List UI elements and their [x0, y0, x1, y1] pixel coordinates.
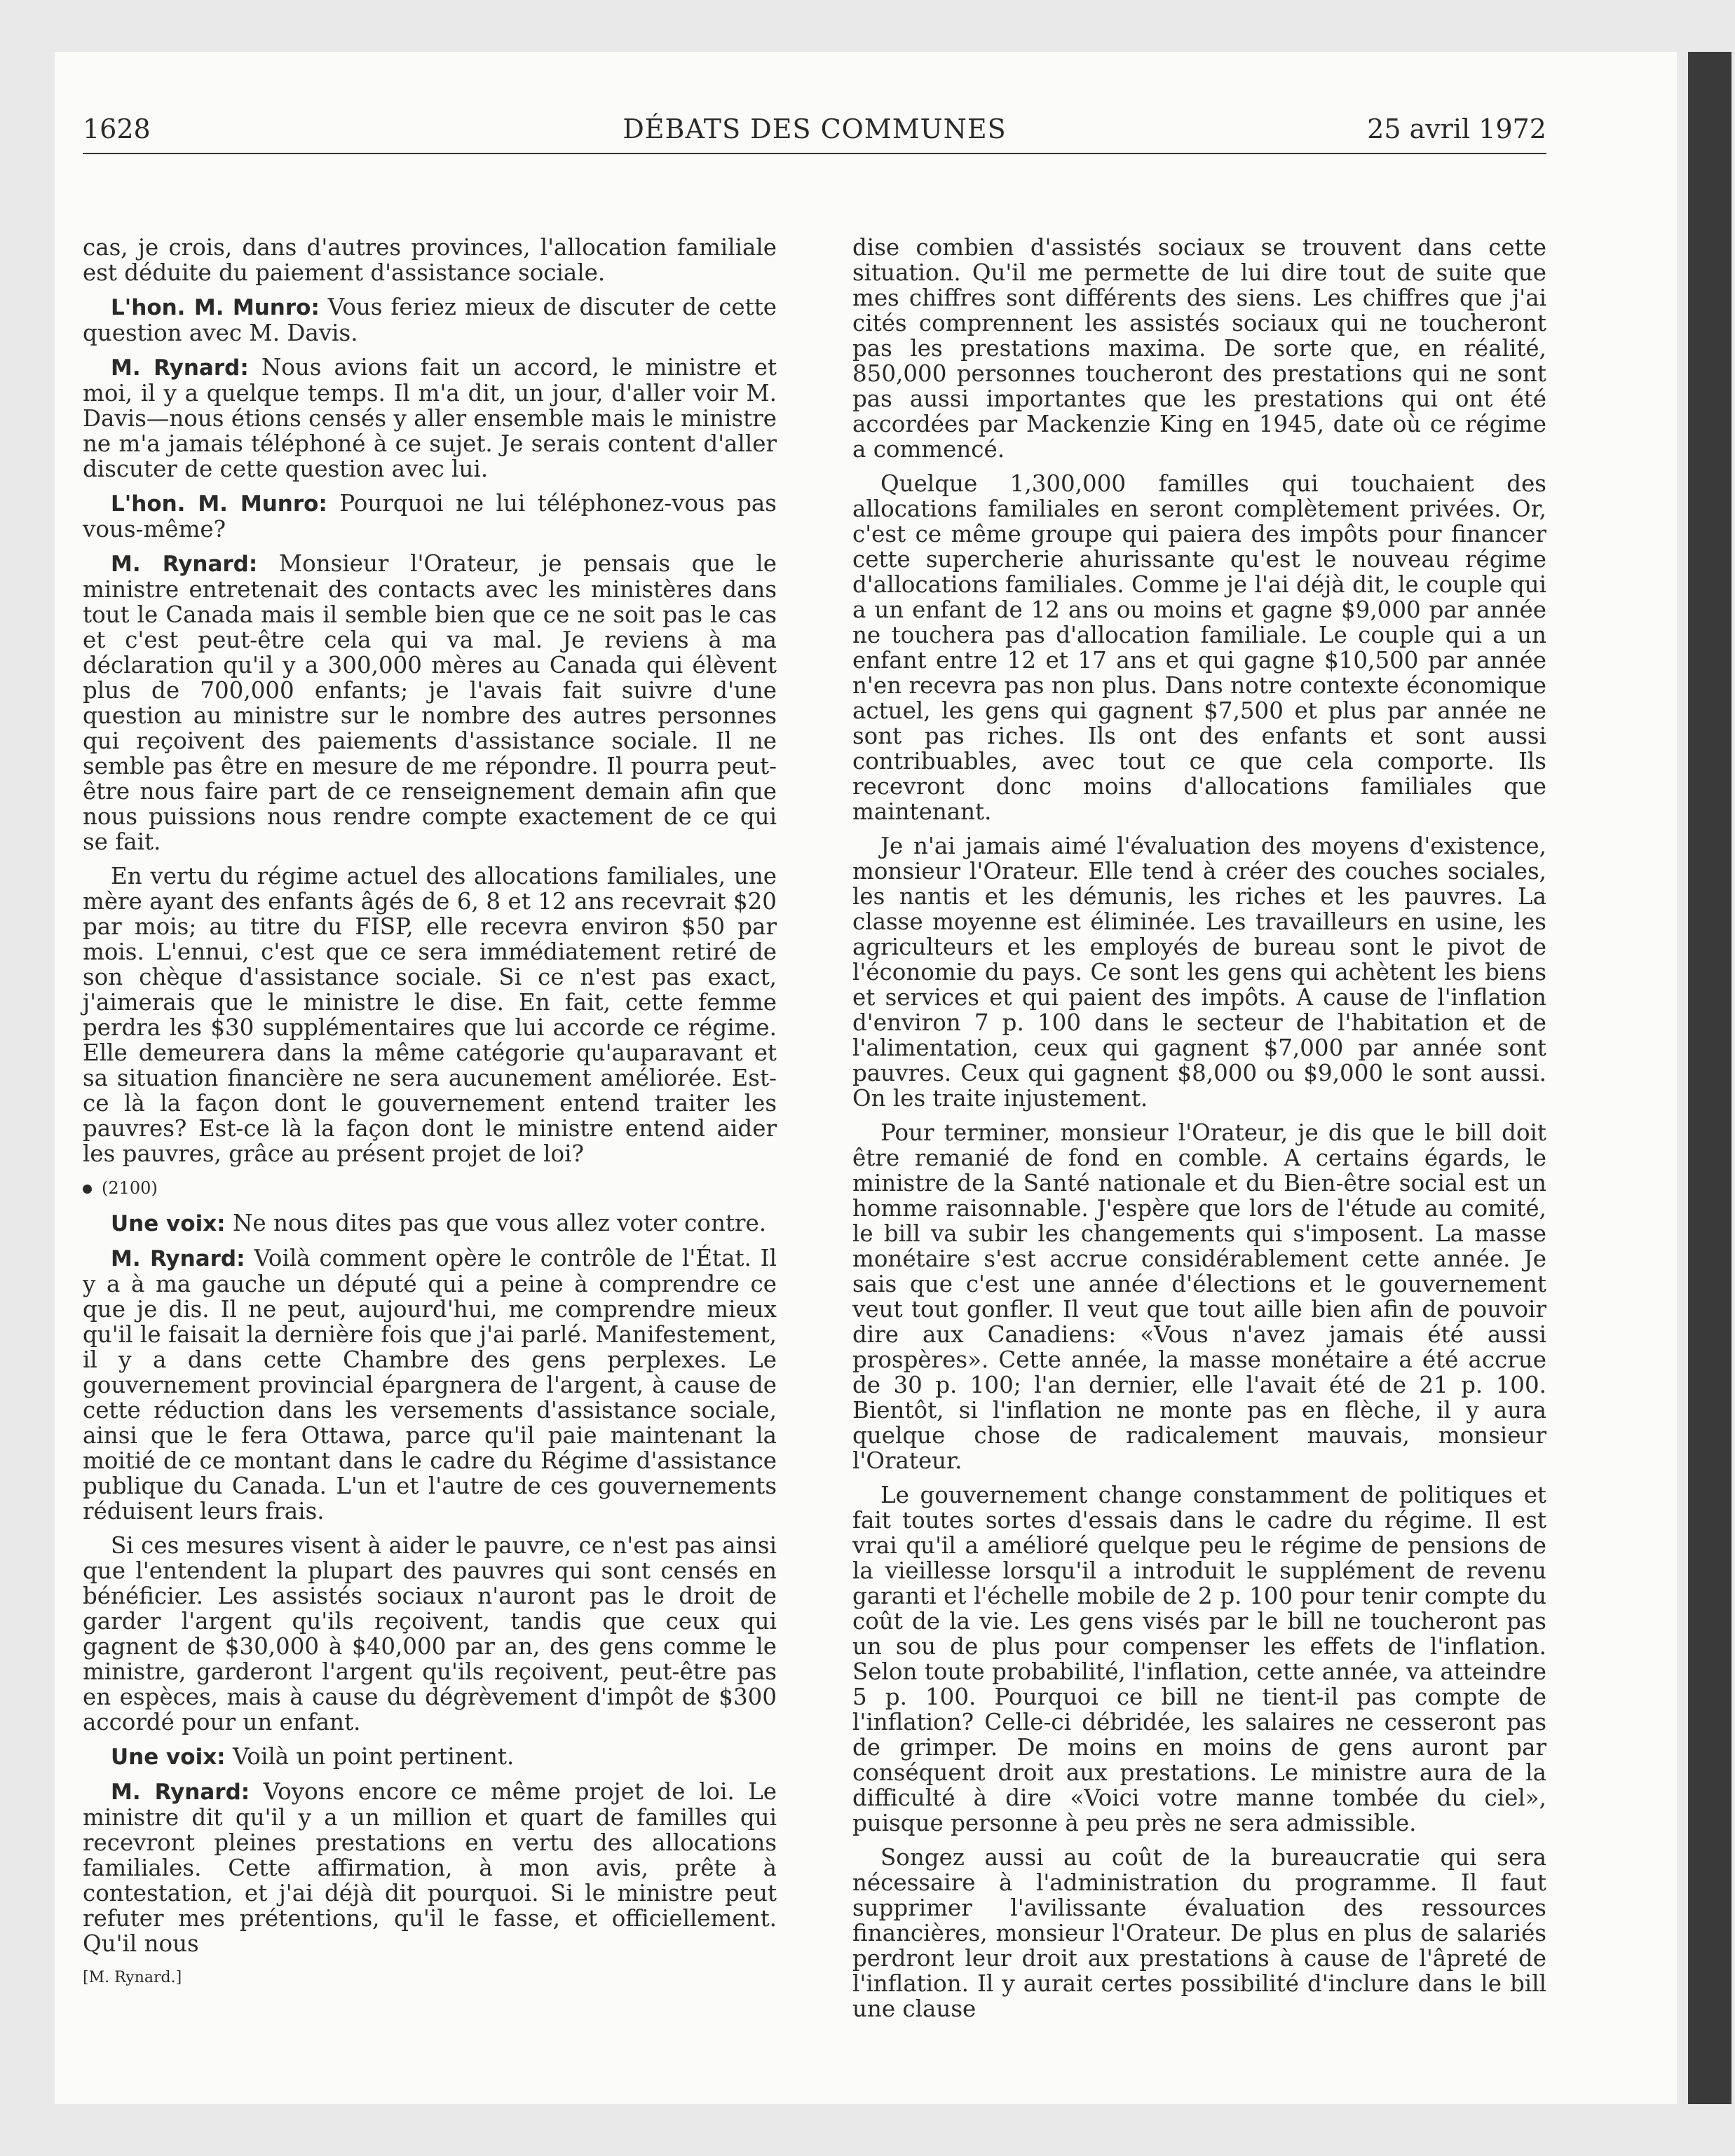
paragraph	[83, 235, 777, 285]
paragraph-text: cas, je crois, dans d'autres provinces, l'allocation familiale est déduite du paiement d'assistance sociale.	[83, 234, 777, 286]
paragraph	[852, 1120, 1546, 1473]
speaker-name: M. Rynard:	[111, 1246, 245, 1271]
paragraph-text: Quelque 1,300,000 familles qui touchaient des allocations familiales en seront complètement privées. Or, c'est ce même groupe qui paiera des impôts pour financer cette supercherie ahurissante qu'est le nouveau régime d'allocations familiales. Comme je l'ai déjà dit, le couple qui a un enfant de 12 ans ou moins et gagne $9,000 par année ne touchera pas d'allocation familiale. Le couple qui a un enfant entre 12 et 17 ans et qui gagne $10,500 par année n'en recevra pas non plus. Dans notre contexte économique actuel, les gens qui gagnent $7,500 et plus par année ne sont pas riches. Ils ont des enfants et sont aussi contribuables, avec tout ce que cela comporte. Ils recevront donc moins d'allocations familiales que maintenant.	[852, 470, 1546, 825]
paragraph-text: Pour terminer, monsieur l'Orateur, je dis que le bill doit être remanié de fond en comble. A certains égards, le ministre de la Santé nationale et du Bien-être social est un homme raisonnable. J'espère que lors de l'étude au comité, le bill va subir les changements qui s'imposent. La masse monétaire s'est accrue considérablement cette année. Je sais que c'est une année d'élections et le gouvernement veut tout gonfler. Il veut que tout aille bien afin de pouvoir dire aux Canadiens: «Vous n'avez jamais été aussi prospères». Cette année, la masse monétaire a été accrue de 30 p. 100; l'an dernier, elle l'avait été de 21 p. 100. Bientôt, si l'inflation ne monte pas en flèche, il y aura quelque chose de radicalement mauvais, monsieur l'Orateur.	[852, 1119, 1546, 1474]
speaker-name: M. Rynard:	[111, 1780, 250, 1805]
paragraph-text: Nous avions fait un accord, le ministre et moi, il y a quelque temps. Il m'a dit, un jour, d'aller voir M. Davis—nous étions censés y aller ensemble mais le ministre ne m'a jamais téléphoné à ce sujet. Je serais content d'aller discuter de cette question avec lui.	[83, 354, 777, 482]
paragraph-text: Vous feriez mieux de discuter de cette question avec M. Davis.	[83, 294, 777, 346]
paragraph-text: Je n'ai jamais aimé l'évaluation des moyens d'existence, monsieur l'Orateur. Elle tend à créer des couches sociales, les nantis et les démunis, les riches et les pauvres. La classe moyenne est éliminée. Les travailleurs en usine, les agriculteurs et les employés de bureau sont le pivot de l'économie du pays. Ce sont les gens qui achètent les biens et services et qui paient des impôts. A cause de l'inflation d'environ 7 p. 100 dans le secteur de l'habitation et de l'alimentation, ceux qui gagnent $7,000 par année sont pauvres. Ceux qui gagnent $8,000 ou $9,000 le sont aussi. On les traite injustement.	[852, 833, 1546, 1112]
paragraph	[83, 551, 777, 854]
speaker-name: M. Rynard:	[111, 552, 258, 577]
publication-title: DÉBATS DES COMMUNES	[622, 114, 1007, 144]
paragraph	[83, 1210, 777, 1236]
paragraph-text: Voyons encore ce même projet de loi. Le ministre dit qu'il y a un million et quart de familles qui recevront pleines prestations en vertu des allocations familiales. Cette affirmation, à mon avis, prête à contestation, et j'ai déjà dit pourquoi. Si le ministre peut refuter mes prétentions, qu'il le fasse, et officiellement. Qu'il nous	[83, 1778, 777, 1957]
paragraph	[83, 355, 777, 482]
speaker-footer: [M. Rynard.]	[83, 1969, 182, 1986]
page-number: 1628	[83, 114, 151, 144]
speaker-name: Une voix:	[111, 1211, 226, 1236]
time-marker-text: (2100)	[102, 1178, 158, 1198]
paragraph-text: Le gouvernement change constamment de politiques et fait toutes sortes d'essais dans le cadre du régime. Il est vrai qu'il a amélioré quelque peu le régime de pensions de la vieillesse lorsqu'il a introduit le supplément de revenu garanti et l'échelle mobile de 2 p. 100 pour tenir compte du coût de la vie. Les gens visés par le bill ne toucheront pas un sou de plus pour compenser les effets de l'inflation. Selon toute probabilité, l'inflation, cette année, va atteindre 5 p. 100. Pourquoi ce bill ne tient-il pas compte de l'inflation? Celle-ci débridée, les salaires ne cesseront pas de grimper. De moins en moins de gens auront par conséquent droit aux prestations. Le ministre aura de la difficulté à dire «Voici votre manne tombée du ciel», puisque personne à peu près ne sera admissible.	[852, 1482, 1546, 1836]
left-column	[83, 235, 777, 1991]
speaker-name: L'hon. M. Munro:	[111, 491, 327, 517]
right-column	[852, 235, 1546, 2031]
paragraph-text: En vertu du régime actuel des allocations familiales, une mère ayant des enfants âgés de 6, 8 et 12 ans recevrait $20 par mois; au titre du FISP, elle recevra environ $50 par mois. L'ennui, c'est que ce sera immédiatement retiré de son chèque d'assistance sociale. Si ce n'est pas exact, j'aimerais que le ministre le dise. En fait, cette femme perdra les $30 supplémentaires que lui accorde ce régime. Elle demeurera dans la même catégorie qu'auparavant et sa situation financière ne sera aucunement améliorée. Est-ce là la façon dont le gouvernement entend traiter les pauvres? Est-ce là la façon dont le ministre entend aider les pauvres, grâce au présent projet de loi?	[83, 863, 777, 1167]
speaker-name: M. Rynard:	[111, 355, 249, 381]
speaker-name: Une voix:	[111, 1745, 226, 1770]
paragraph-text: Monsieur l'Orateur, je pensais que le ministre entretenait des contacts avec les ministères dans tout le Canada mais il semble bien que ce ne soit pas le cas et c'est peut-être cela qui va mal. Je reviens à ma déclaration qu'il y a 300,000 mères au Canada qui élèvent plus de 700,000 enfants; je l'avais fait suivre d'une question au ministre sur le nombre des autres personnes qui reçoivent des paiements d'assistance sociale. Il ne semble pas être en mesure de me répondre. Il pourra peut-être nous faire part de ce renseignement demain afin que nous puissions nous rendre compte exactement de ce qui se fait.	[83, 550, 777, 855]
paragraph-text: Voilà un point pertinent.	[232, 1743, 515, 1770]
paragraph	[83, 1533, 777, 1735]
paragraph	[83, 491, 777, 542]
paragraph-text: Ne nous dites pas que vous allez voter contre.	[232, 1210, 767, 1236]
paragraph	[83, 1779, 777, 1956]
paragraph-text: Pourquoi ne lui téléphonez-vous pas vous-même?	[83, 490, 777, 543]
paragraph-text: Si ces mesures visent à aider le pauvre, ce n'est pas ainsi que l'entendent la plupart des pauvres qui sont censés en bénéficier. Les assistés sociaux n'auront pas le droit de garder l'argent qu'ils reçoivent, tandis que ceux qui gagnent de $30,000 à $40,000 par an, des gens comme le ministre, garderont l'argent qu'ils reçoivent, peut-être pas en espèces, mais à cause du dégrèvement d'impôt de $300 accordé pour un enfant.	[83, 1532, 777, 1735]
bullet-icon	[83, 1185, 92, 1194]
paragraph	[83, 1246, 777, 1524]
speaker-name: L'hon. M. Munro:	[111, 295, 320, 320]
page-header	[83, 105, 1546, 154]
paragraph	[852, 471, 1546, 824]
time-marker	[83, 1175, 777, 1201]
paragraph-text: dise combien d'assistés sociaux se trouvent dans cette situation. Qu'il me permette de lui dire tout de suite que mes chiffres sont différents des siens. Les chiffres que j'ai cités comprennent les assistés sociaux qui ne toucheront pas les prestations maxima. De sorte que, en réalité, 850,000 personnes toucheront des prestations qui ne sont pas aussi importantes que les prestations qui ont été accordées par Mackenzie King en 1945, date où ce régime a commencé.	[852, 234, 1546, 463]
paragraph	[83, 1744, 777, 1770]
publication-date: 25 avril 1972	[1367, 114, 1546, 144]
paragraph	[852, 1482, 1546, 1836]
paragraph	[83, 294, 777, 346]
paragraph-text: Songez aussi au coût de la bureaucratie qui sera nécessaire à l'administration du programme. Il faut supprimer l'avilissante évaluation des ressources financières, monsieur l'Orateur. De plus en plus de salariés perdront leur droit aux prestations à cause de l'âpreté de l'inflation. Il y aurait certes possibilité d'inclure dans le bill une clause	[852, 1844, 1546, 2022]
paragraph	[852, 833, 1546, 1111]
paragraph	[83, 864, 777, 1166]
paragraph-text: Voilà comment opère le contrôle de l'État. Il y a à ma gauche un député qui a peine à comprendre ce que je dis. Il ne peut, aujourd'hui, me comprendre mieux qu'il le faisait la dernière fois que j'ai parlé. Manifestement, il y a dans cette Chambre des gens perplexes. Le gouvernement provincial épargnera de l'argent, à cause de cette réduction dans les versements d'assistance sociale, ainsi que le fera Ottawa, parce qu'il paie maintenant la moitié de ce montant dans le cadre du Régime d'assistance publique du Canada. L'un et l'autre de ces gouvernements réduisent leurs frais.	[83, 1245, 777, 1524]
scan-edge	[1688, 52, 1731, 2104]
paragraph	[852, 1845, 1546, 2021]
paragraph	[852, 235, 1546, 462]
